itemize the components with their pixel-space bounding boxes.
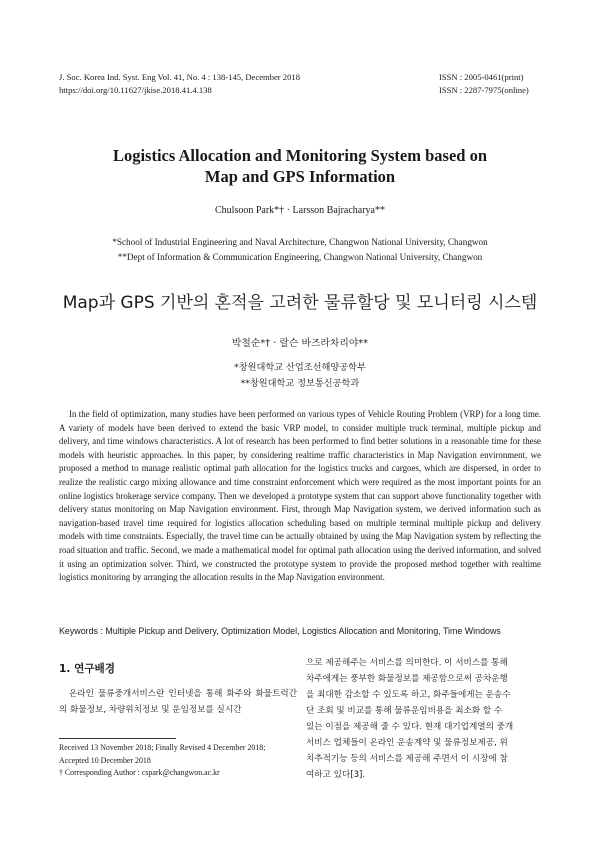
footnote-divider [59,738,176,739]
corresponding-author[interactable]: † Corresponding Author : cspark@changwon.ac.kr [59,768,220,777]
section-heading: 1. 연구배경 [59,663,116,675]
accepted-date: Accepted 10 December 2018 [59,755,151,765]
korean-affiliation-1: *창원대학교 산업조선해양공학부 [234,362,366,373]
journal-header [59,71,389,96]
english-affiliation-1: *School of Industrial Engineering and Naval Architecture, Changwon National University, Changwon [112,237,488,247]
keywords-label: Keywords [59,626,98,636]
keywords-text: : Multiple Pickup and Delivery, Optimization Model, Logistics Allocation and Monitoring, Time Windows [100,626,501,636]
abstract-text: In the field of optimization, many studies have been performed on various types of Vehicle Routing Problem (VRP) for a long time. A variety of models have been derived to extend the basic VRP model, to consider multiple truck terminal, multiple pickup and delivery, and time windows characteristics. A lot of research has been performed to find better solutions in a reasonable time for these models with heuristic approaches. In this paper, by considering realtime traffic characteristics in Map Navigation environment, we proposed a method to manage realistic optimal path allocation for the logistics trucks and cargoes, which are dispersed, in order to realize the realistic cargo mixing allowance and time constraint enforcement which were required as the most important points for an online logistics brokerage service company. Then we developed a prototype system that can support above functionality together with delivery status monitoring on Map Navigation environment. First, through Map Navigation system, we derived information such as navigation-based travel time required for logistics allocation scheduling based on multiple terminal multiple pickup and delivery models with time constraints. Especially, the travel time can be actually obtained by using the Map Navigation system by reflecting the road situation and traffic. Second, we made a mathematical model for optimal path allocation using the derived information, and solved it using an optimization solver. Third, we constructed the prototype system to provide the proposed method together with realtime logistics monitoring by arranging the allocation results in the Map Navigation environment. [59,409,541,583]
english-affiliations [60,235,540,265]
korean-affiliations [100,360,500,392]
english-title-line2: Map and GPS Information [204,167,396,186]
section-left-column: 온라인 물류중개서비스란 인터넷을 통해 화주와 화물트럭간의 화물정보, 차량위치정보 및 운임정보를 실시간 [59,689,297,715]
issn-print: ISSN : 2005-0461(print) [439,72,524,82]
right-column-line: 차주에게는 풍부한 화물정보를 제공함으로써 공차운행 [306,674,508,684]
english-title-line1: Logistics Allocation and Monitoring System based on [112,146,488,165]
english-affiliation-2: **Dept of Information & Communication Engineering, Changwon National University, Changwon [117,252,483,262]
issn-block [439,71,559,96]
english-authors: Chulsoon Park*† · Larsson Bajracharya** [215,205,385,216]
korean-title: Map과 GPS 기반의 혼적을 고려한 물류할당 및 모니터링 시스템 [62,293,538,313]
issn-online: ISSN : 2287-7975(online) [439,84,529,95]
section-right-column [306,655,546,783]
received-date: Received 13 November 2018; Finally Revised 4 December 2018; [59,743,266,752]
korean-authors: 박철순*† · 랄슨 바즈라차리야** [231,338,369,349]
right-column-line: 있는 이점을 제공해 줄 수 있다. 현재 대기업계열의 중개 [306,722,514,732]
footnotes [59,742,299,780]
right-column-line: 여하고 있다[3]. [306,770,366,780]
right-column-line: 을 최대한 감소할 수 있도록 하고, 화주들에게는 운송수 [306,690,511,700]
right-column-line: 으로 제공해주는 서비스를 의미한다. 이 서비스를 통해 [306,658,508,668]
keywords-line [59,626,541,636]
right-column-line: 단 조회 및 비교를 통해 물류운임비용을 최소화 할 수 [306,706,503,716]
english-title [40,145,560,187]
doi-link[interactable]: https://doi.org/10.11627/jkise.2018.41.4.138 [59,84,212,95]
journal-citation: J. Soc. Korea Ind. Syst. Eng Vol. 41, No. 4 : 138-145, December 2018 [59,72,300,82]
korean-affiliation-2: **창원대학교 정보통신공학과 [240,378,360,389]
right-column-line: 서비스 업체들이 온라인 운송계약 및 물류정보제공, 위 [306,738,508,748]
right-column-line: 치추적기능 등의 서비스를 제공해 주면서 이 시장에 참 [306,754,508,764]
